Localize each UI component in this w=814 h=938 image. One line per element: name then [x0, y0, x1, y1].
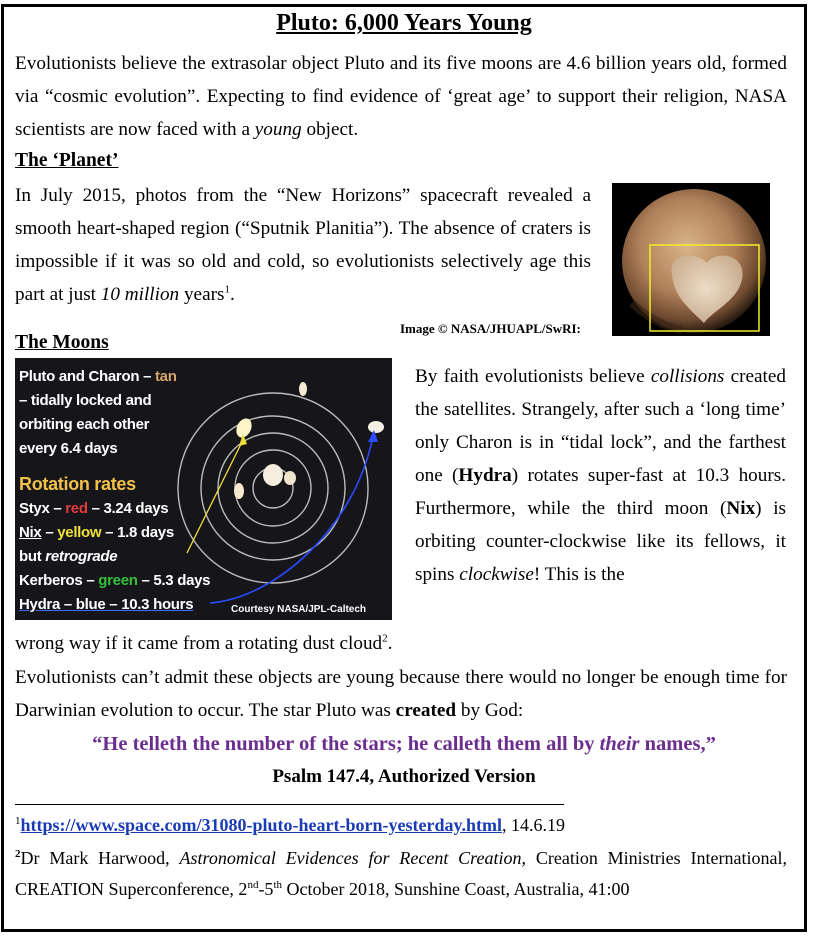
- img-kerberos: Kerberos – green – 5.3 days: [19, 572, 211, 589]
- planet-heading: The ‘Planet’: [15, 150, 119, 171]
- intro-emphasis: young: [254, 119, 302, 140]
- page: [1, 4, 807, 932]
- img-line-1: Pluto and Charon – tan: [19, 368, 177, 385]
- img-credit: Courtesy NASA/JPL-Caltech: [231, 604, 367, 615]
- conclusion-paragraph: Evolutionists can’t admit these objects are young because there would no longer be enough time for Darwinian evolution to occur. The star Pluto was created by God:: [15, 667, 787, 721]
- footnote-2: $^2$Dr Mark Harwood, Astronomical Evidences for Recent Creation, Creation Ministries International, CREATION Superconference, 2nd-5th October 2018, Sunshine Coast, Australia, 41:00: [15, 848, 787, 899]
- page-title: Pluto: 6,000 Years Young: [276, 10, 532, 36]
- charon-dot: [284, 471, 296, 485]
- image-caption: Image © NASA/JHUAPL/SwRI:: [400, 321, 581, 336]
- footnote-marker-2[interactable]: 2: [382, 632, 388, 645]
- hydra-arrow: [210, 436, 373, 603]
- planet-emphasis: 10 million: [100, 284, 180, 305]
- pluto-dot: [263, 464, 283, 486]
- intro-paragraph: [15, 47, 787, 146]
- pluto-illustration: [612, 183, 770, 336]
- footnote-1: $^1$https://www.space.com/31080-pluto-heart-born-yesterday.html, 14.6.19: [15, 815, 565, 835]
- scripture-quote: “He telleth the number of the stars; he calleth them all by their names,”: [92, 733, 716, 755]
- img-line-2: – tidally locked and: [19, 392, 152, 409]
- intro-text: Evolutionists believe the extrasolar object Pluto and its five moons are 4.6 billion years old, formed via “cosmic evolution”. Expecting to find evidence of ‘great age’ to support their religion, NASA scientists are now faced with a: [15, 53, 787, 140]
- moons-heading: The Moons: [15, 332, 109, 353]
- img-rotation-heading: Rotation rates: [19, 474, 136, 494]
- nix-arrow: [187, 440, 243, 553]
- scripture-reference: Psalm 147.4, Authorized Version: [272, 766, 536, 787]
- planet-text-end: years: [179, 284, 225, 305]
- kerberos-dot: [299, 382, 307, 396]
- img-nix: Nix – yellow – 1.8 days: [19, 524, 174, 541]
- moons-paragraph: By faith evolutionists believe collisions created the satellites. Strangely, after such a ‘long time’ only Charon is in “tidal lock”, and the farthest one (Hydra) rotates super-fast at 10.3 hours. Furthermore, while the third moon (Nix) is orbiting counter-clockwise like its fellows, it spins clockwise! This is the: [415, 366, 786, 585]
- footnote-divider: [15, 804, 564, 805]
- intro-text-end: object.: [301, 119, 359, 140]
- img-hydra: Hydra – blue – 10.3 hours: [19, 596, 194, 613]
- planet-period: .: [229, 284, 235, 305]
- hydra-dot: [368, 421, 384, 433]
- img-styx: Styx – red – 3.24 days: [19, 500, 169, 517]
- pluto-image: [612, 183, 770, 336]
- footnote-marker-1[interactable]: 1: [224, 283, 230, 296]
- planet-text: In July 2015, photos from the “New Horizons” spacecraft revealed a smooth heart-shaped region (“Sputnik Planitia”). The absence of craters is impossible if it was so old and cold, so evolutionists selectively age this part at just: [15, 185, 591, 305]
- img-retrograde: but retrograde: [19, 548, 118, 565]
- img-line-3: orbiting each other: [19, 416, 150, 433]
- moons-image: [15, 358, 392, 620]
- styx-dot: [234, 483, 244, 499]
- moons-paragraph-wrap: wrong way if it came from a rotating dust cloud$^2$.: [15, 632, 393, 654]
- planet-paragraph: [15, 179, 591, 311]
- img-line-4: every 6.4 days: [19, 440, 118, 457]
- footnote-1-link[interactable]: https://www.space.com/31080-pluto-heart-born-yesterday.html: [20, 815, 502, 835]
